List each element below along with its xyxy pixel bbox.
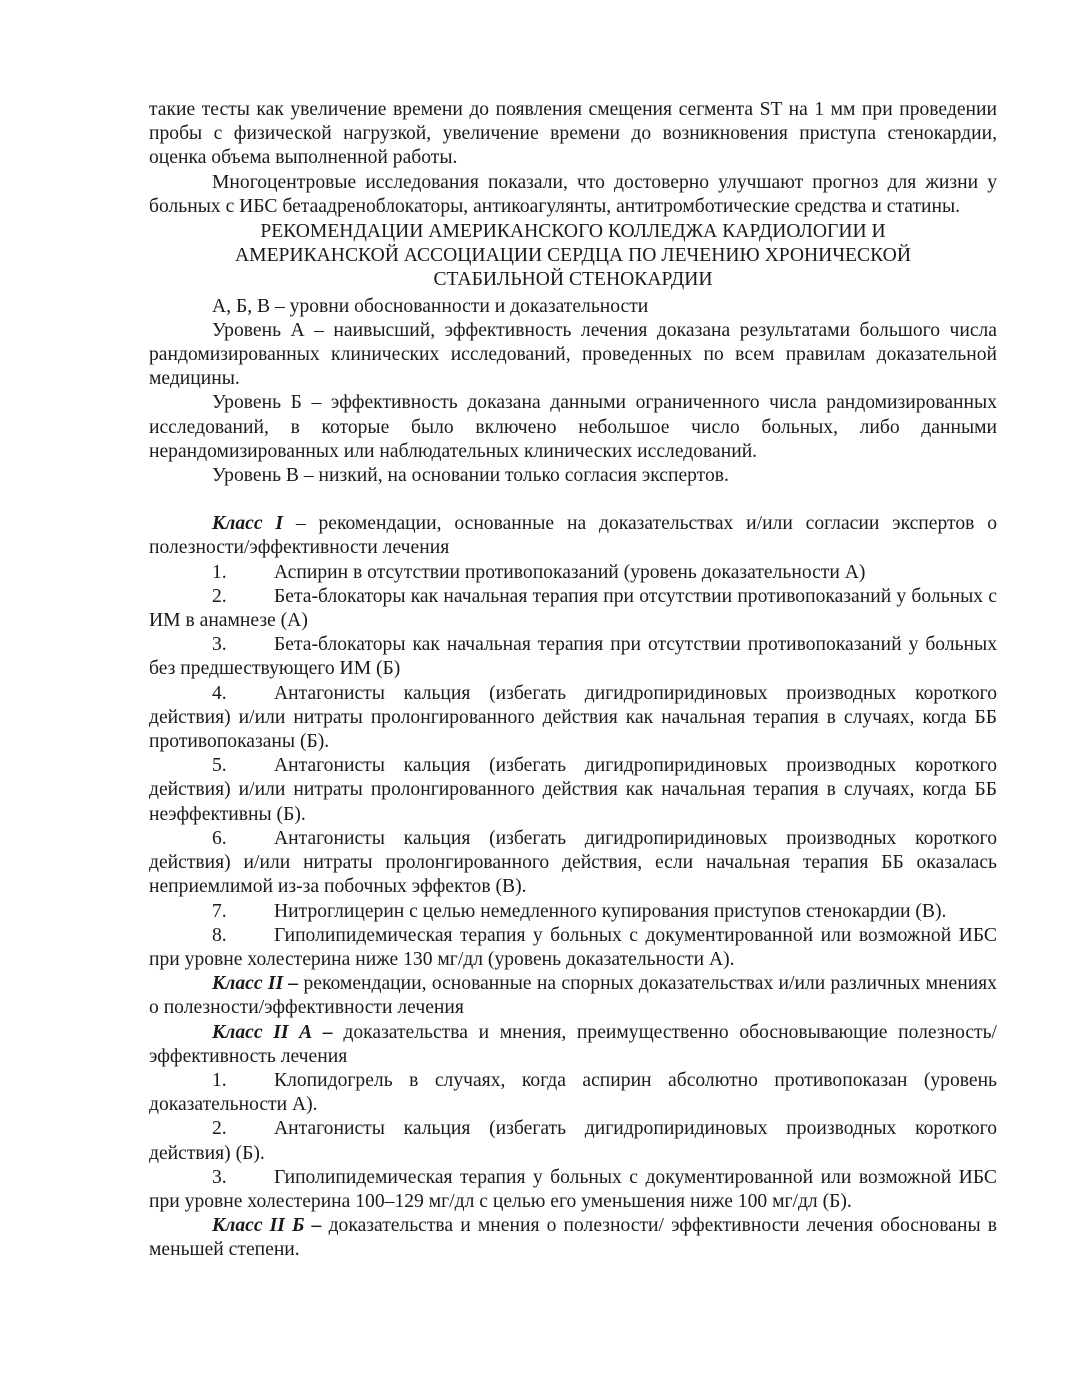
list-item-text: Бета-блокаторы как начальная терапия при отсутствии противопоказаний у больных без предшествующего ИМ (Б) [149,634,997,680]
list-item-text: Антагонисты кальция (избегать дигидропиридиновых производных короткого действия) и/или нитраты пролонгированного действия как начальная терапия в случаях, когда ББ неэффективны (Б). [149,755,997,825]
class-1-paragraph [149,512,997,560]
list-item [149,924,997,972]
list-item-text: Антагонисты кальция (избегать дигидропиридиновых производных короткого действия) и/или нитраты пролонгированного действия как начальная терапия в случаях, когда ББ противопоказаны (Б). [149,682,997,753]
list-item-number: 7. [212,900,227,922]
list-item-text: Гиполипидемическая терапия у больных с документированной или возможной ИБС при уровне холестерина ниже 130 мг/дл (уровень доказательности А). [149,924,997,970]
list-item-number: 1. [212,1069,227,1091]
class-2a-text: доказательства и мнения, преимущественно обосновывающие полезность/ эффективность лечения [149,1021,997,1067]
level-c: Уровень В – низкий, на основании только согласия экспертов. [212,465,729,487]
level-b: Уровень Б – эффективность доказана данными ограниченного числа рандомизированных исследований, в которые было включено небольшое число больных, либо данными нерандомизированных или наблюдательных клинических исследований. [149,392,997,462]
class-1-label: Класс I [212,513,283,535]
heading-line: СТАБИЛЬНОЙ СТЕНОКАРДИИ [433,269,713,291]
paragraph-multicenter: Многоцентровые исследования показали, что достоверно улучшают прогноз для жизни у больных с ИБС бетаадреноблокаторы, антикоагулянты, антитромботические средства и статины. [149,171,997,217]
list-item [149,754,997,827]
class-2b-label: Класс II Б – [212,1215,322,1237]
list-item-number: 4. [212,682,227,704]
class-2-text: рекомендации, основанные на спорных доказательствах и/или различных мнениях о полезности/эффективности лечения [149,973,997,1019]
list-item-number: 6. [212,827,227,849]
list-item [149,1117,997,1165]
level-a: Уровень А – наивысший, эффективность лечения доказана результатами большого числа рандомизированных клинических исследований, проведенных по всем правилам доказательной медицины. [149,319,997,390]
list-item [149,561,997,585]
document-page [149,98,997,1263]
class-2a-list [149,1069,997,1214]
list-item-number: 2. [212,585,227,607]
class-2b-paragraph [149,1214,997,1262]
class-1-list [149,561,997,972]
list-item-text: Бета-блокаторы как начальная терапия при отсутствии противопоказаний у больных с ИМ в анамнезе (А) [149,585,997,632]
list-item-text: Антагонисты кальция (избегать дигидропиридиновых производных короткого действия) и/или нитраты пролонгированного действия, если начальная терапия ББ оказалась неприемлимой из-за побочных эффектов (В). [149,827,997,898]
section-heading [149,220,997,293]
list-item-text: Аспирин в отсутствии противопоказаний (уровень доказательности А) [274,561,866,583]
list-item [149,827,997,900]
list-item-number: 8. [212,924,227,946]
list-item [149,1166,997,1214]
levels-intro: А, Б, В – уровни обоснованности и доказательности [212,295,649,317]
class-1-text: – рекомендации, основанные на доказательствах и/или согласии экспертов о полезности/эффективности лечения [149,513,998,559]
heading-line: АМЕРИКАНСКОЙ АССОЦИАЦИИ СЕРДЦА ПО ЛЕЧЕНИЮ ХРОНИЧЕСКОЙ [235,245,911,267]
list-item-number: 3. [212,1166,227,1188]
class-2-label: Класс II – [212,973,299,995]
list-item-number: 2. [212,1118,227,1140]
heading-line: РЕКОМЕНДАЦИИ АМЕРИКАНСКОГО КОЛЛЕДЖА КАРДИОЛОГИИ И [260,221,886,243]
list-item [149,900,997,924]
list-item-number: 3. [212,634,227,656]
spacer [149,488,997,512]
list-item-text: Клопидогрель в случаях, когда аспирин абсолютно противопоказан (уровень доказательности А). [149,1069,997,1116]
class-2-paragraph [149,972,997,1020]
list-item-text: Антагонисты кальция (избегать дигидропиридиновых производных короткого действия) (Б). [149,1118,997,1164]
list-item-number: 5. [212,755,227,777]
list-item-number: 1. [212,561,227,583]
list-item [149,1069,997,1117]
list-item-text: Гиполипидемическая терапия у больных с документированной или возможной ИБС при уровне холестерина 100–129 мг/дл с целью его уменьшения ниже 100 мг/дл (Б). [149,1166,997,1212]
list-item [149,633,997,681]
class-2b-text: доказательства и мнения о полезности/ эффективности лечения обоснованы в меньшей степени. [149,1215,997,1261]
class-2a-label: Класс II А – [212,1021,333,1043]
list-item [149,585,997,633]
paragraph-st-tests: такие тесты как увеличение времени до появления смещения сегмента ST на 1 мм при проведении пробы с физической нагрузкой, увеличение времени до возникновения приступа стенокардии, оценка объема выполненной работы. [149,99,997,169]
class-2a-paragraph [149,1021,997,1069]
list-item-text: Нитроглицерин с целью немедленного купирования приступов стенокардии (В). [274,900,947,922]
list-item [149,682,997,755]
